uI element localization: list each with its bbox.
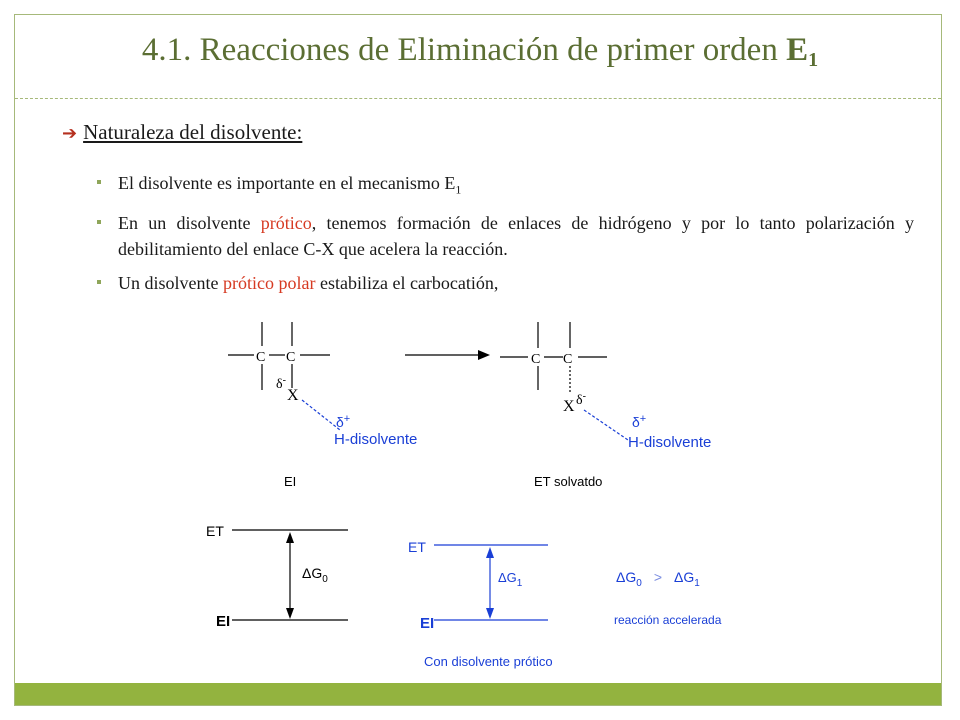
energy-diagram-protic-solvent [434, 545, 548, 620]
protic-solvent-caption: Con disolvente prótico [424, 654, 553, 669]
halogen-label: X [563, 398, 575, 415]
bullet-item: El disolvente es importante en el mecanismo $E_1$ [100, 170, 914, 203]
partial-charge: δ+ [336, 413, 351, 430]
partial-charge: δ- [576, 391, 586, 408]
delta-g0-label: $\Delta G_0$ [302, 565, 328, 585]
energy-comparison: $\Delta G_0 > \Delta G_1$ [616, 569, 700, 589]
carbon-label: C [563, 352, 573, 367]
heading-text: Naturaleza del disolvente: [83, 120, 303, 144]
et-level-label: ET [408, 539, 426, 555]
ei-level-label: EI [216, 613, 231, 630]
accelerated-reaction-note: reacción accelerada [614, 613, 722, 627]
footer-bar [15, 683, 941, 705]
et-level-label: ET [206, 523, 224, 539]
ei-level-label: EI [420, 615, 435, 632]
et-caption: ET solvatdo [534, 474, 603, 489]
partial-charge: δ+ [632, 413, 647, 430]
bullet-item: En un disolvente prótico, tenemos formación de enlaces de hidrógeno y por lo tanto polarización y debilitamiento del enlace C-X que acelera la reacción. [100, 210, 914, 262]
slide-title: 4.1. Reacciones de Eliminación de primer orden $E_1$ [141, 32, 819, 71]
halogen-label: X [287, 387, 299, 404]
right-arrow-icon: ➔ [62, 123, 78, 144]
energy-diagram-no-solvent [232, 530, 348, 620]
carbon-label: C [256, 350, 266, 365]
bullet-item: Un disolvente prótico polar estabiliza el carbocatión, [100, 270, 914, 296]
delta-g1-label: $\Delta G_1$ [498, 570, 523, 589]
solvent-label: H-disolvente [334, 431, 418, 448]
solvent-label: H-disolvente [628, 434, 712, 451]
ei-caption: EI [284, 474, 297, 489]
reaction-arrow-icon [405, 350, 490, 360]
et-structure [500, 322, 628, 440]
carbon-label: C [531, 352, 541, 367]
carbon-label: C [286, 350, 296, 365]
partial-charge: δ- [276, 375, 286, 392]
